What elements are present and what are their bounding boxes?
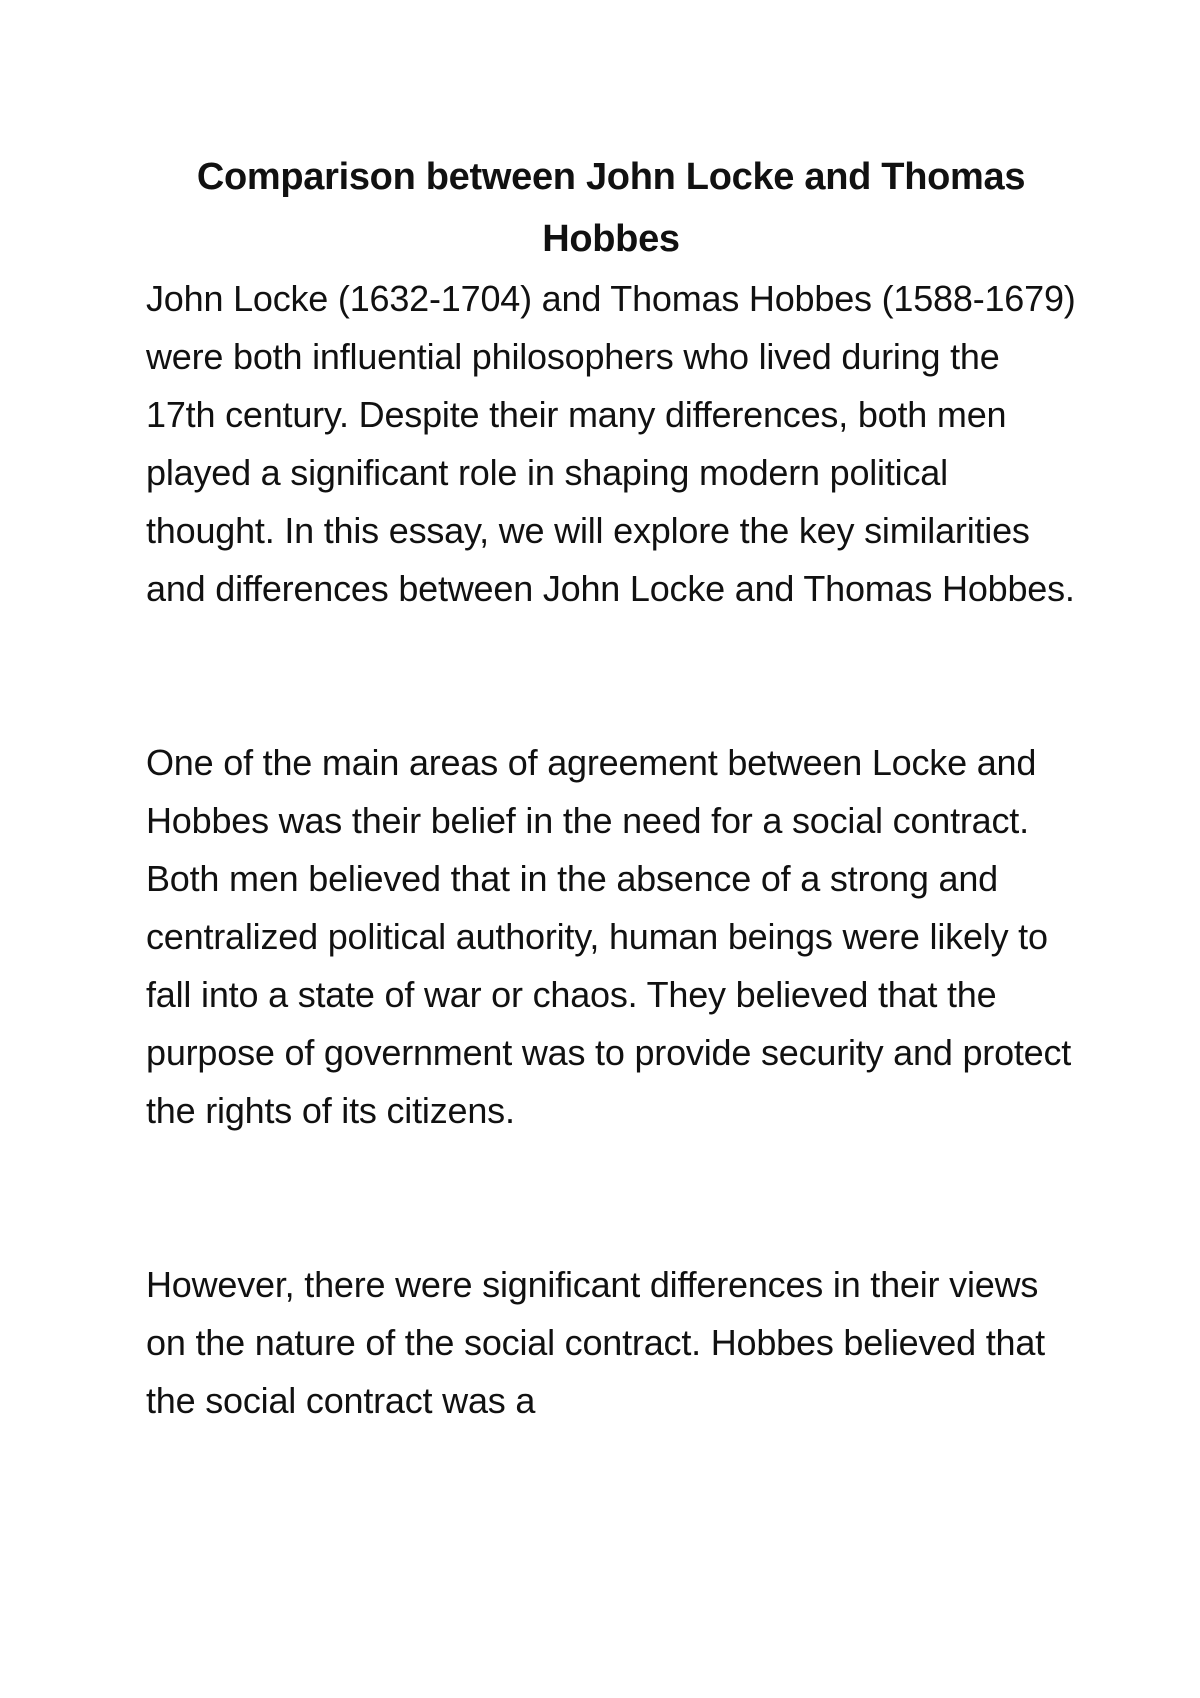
paragraph-spacer: [146, 618, 1076, 734]
paragraph-spacer: [146, 1140, 1076, 1256]
document-title: Comparison between John Locke and Thomas Hobbes: [196, 156, 1026, 260]
paragraph-differences: However, there were significant differences in their views on the nature of the social contract. Hobbes believed that the social contract was a: [146, 1264, 1045, 1421]
document-body: [146, 146, 1076, 1430]
paragraph-introduction: John Locke (1632-1704) and Thomas Hobbes (1588-1679) were both influential philosophers who lived during the 17th century. Despite their many differences, both men played a significant role in shaping modern political thought. In this essay, we will explore the key similarities and differences between John Locke and Thomas Hobbes.: [146, 278, 1076, 609]
paragraph-agreement: One of the main areas of agreement between Locke and Hobbes was their belief in the need for a social contract. Both men believed that in the absence of a strong and centralized political authority, human beings were likely to fall into a state of war or chaos. They believed that the purpose of government was to provide security and protect the rights of its citizens.: [146, 742, 1072, 1131]
